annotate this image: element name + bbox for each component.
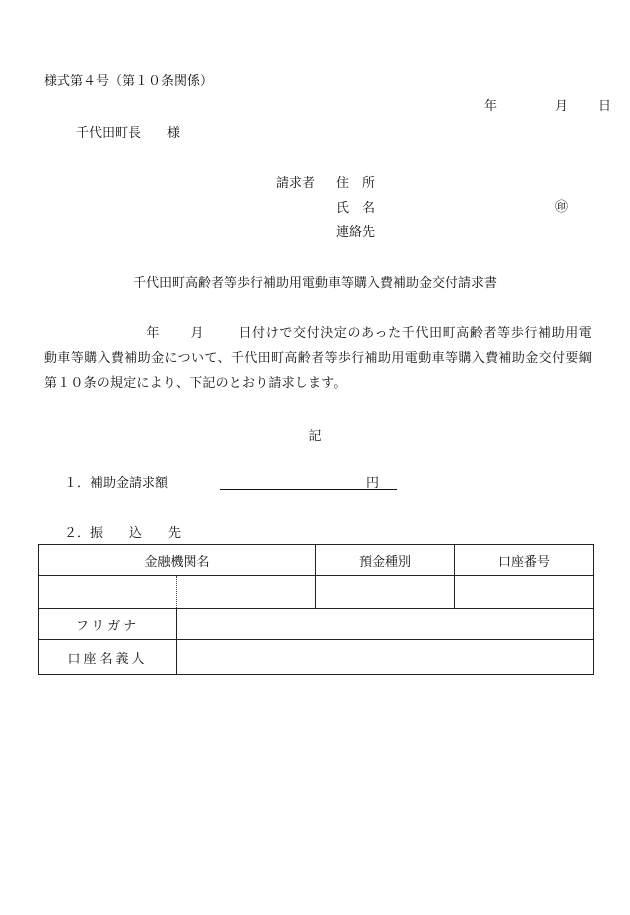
deposit-type-header: 預金種別 — [316, 545, 455, 576]
deposit-type-cell[interactable] — [316, 576, 455, 609]
item1-label: １．補助金請求額 — [64, 476, 169, 491]
furigana-label: フリガナ — [39, 609, 177, 640]
bank-header-row — [39, 545, 594, 576]
holder-label: 口座名義人 — [39, 640, 177, 675]
contact-label: 連絡先 — [336, 225, 376, 240]
name-label: 氏 名 — [336, 201, 376, 216]
seal-mark: ㊞ — [555, 200, 569, 215]
form-number: 様式第４号（第１０条関係） — [44, 74, 214, 89]
account-number-header: 口座番号 — [455, 545, 594, 576]
date-line — [484, 95, 611, 114]
body-year: 年 — [146, 326, 161, 341]
bank-name-header: 金融機関名 — [39, 545, 316, 576]
date-year: 年 — [484, 99, 498, 114]
address-label: 住 所 — [336, 176, 376, 191]
holder-cell[interactable] — [177, 640, 594, 675]
amount-field[interactable] — [220, 472, 397, 490]
addressee: 千代田町長 様 — [76, 126, 181, 141]
date-month: 月 — [555, 99, 569, 114]
requester-label: 請求者 — [276, 176, 316, 191]
bank-input-row — [39, 576, 594, 609]
branch-name-cell[interactable] — [177, 576, 316, 609]
holder-row — [39, 640, 594, 675]
date-day: 日 — [598, 99, 612, 114]
document-title: 千代田町高齢者等歩行補助用電動車等購入費補助金交付請求書 — [132, 276, 497, 291]
body-text: 日付けで交付決定のあった千代田町高齢者等歩行補助用電動車等購入費補助金について、千代田町高齢者等歩行補助用電動車等購入費補助金交付要綱第１０条の規定により、下記のとおり請求します。 — [44, 326, 593, 391]
record-heading: 記 — [308, 429, 322, 444]
item2-label: ２．振 込 先 — [64, 526, 182, 541]
amount-unit: 円 — [365, 476, 379, 491]
body-month: 月 — [190, 326, 205, 341]
body-paragraph — [44, 321, 592, 396]
bank-table — [38, 544, 594, 675]
bank-name-cell[interactable] — [39, 576, 177, 609]
furigana-row — [39, 609, 594, 640]
account-number-cell[interactable] — [455, 576, 594, 609]
furigana-cell[interactable] — [177, 609, 594, 640]
